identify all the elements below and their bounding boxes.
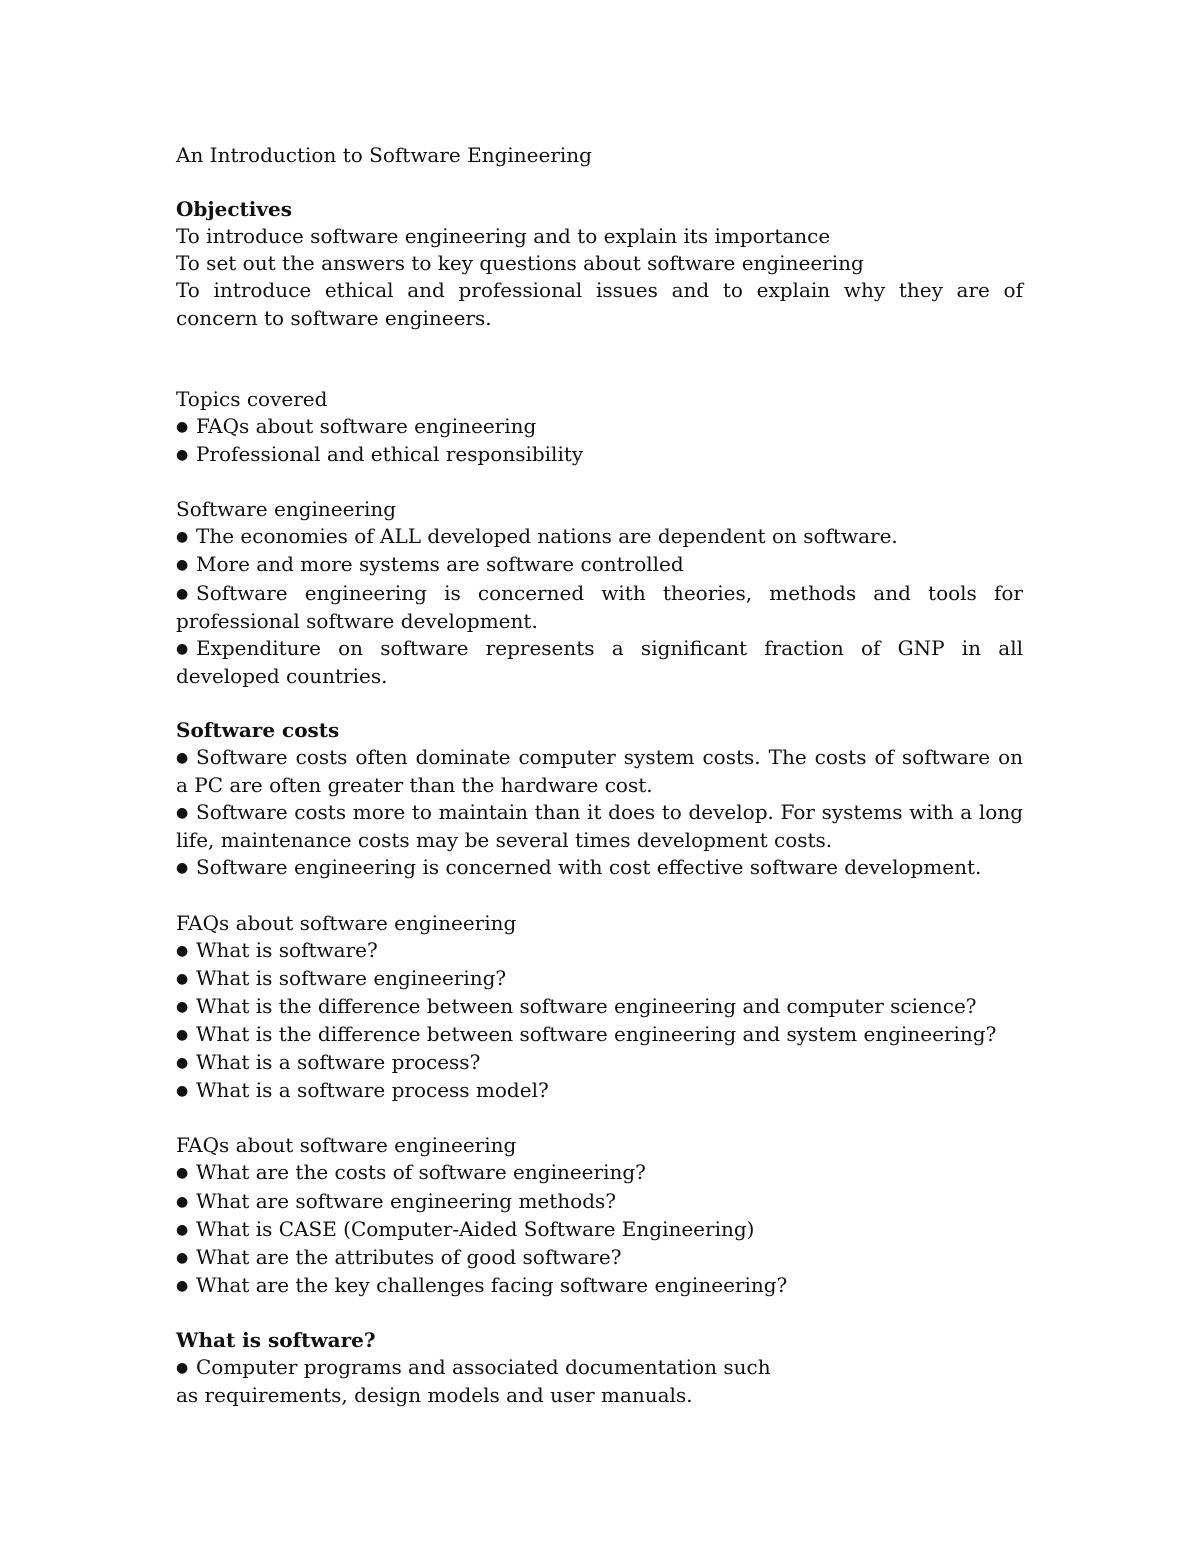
list-item [176,635,1023,690]
list-item-text: FAQs about software engineering [196,413,537,438]
bullet-icon: ● [176,750,189,767]
bullet-icon: ● [176,942,189,959]
bullet-icon: ● [176,1165,189,1182]
list-item-text: What is a software process? [196,1050,481,1075]
list-item [176,523,1023,551]
list-item-text: What is CASE (Computer-Aided Software Engineering) [196,1216,755,1241]
list-item [176,965,1023,993]
bullet-icon: ● [176,860,189,877]
list-item-text: Software costs more to maintain than it does to develop. For systems with a long life, maintenance costs may be several times development costs. [176,800,1023,853]
list-item [176,1159,1023,1187]
list-item [176,1188,1023,1216]
list-item [176,799,1023,854]
list-item-text: More and more systems are software controlled [196,552,684,577]
list-item [176,1021,1023,1049]
bullet-icon: ● [176,640,189,657]
faqs-heading: FAQs about software engineering [176,1133,517,1158]
list-item [176,551,1023,579]
objective-line: To set out the answers to key questions about software engineering [176,251,864,276]
bullet-icon: ● [176,1055,189,1072]
list-item-text: Computer programs and associated documentation such [196,1355,771,1380]
list-item [176,1272,1023,1300]
what-is-software-heading: What is software? [176,1328,376,1353]
bullet-icon: ● [176,1193,189,1210]
bullet-icon: ● [176,1027,189,1043]
list-item-continuation: as requirements, design models and user manuals. [176,1383,693,1408]
software-engineering-heading: Software engineering [176,497,397,522]
list-item-text: What is a software process model? [196,1078,549,1103]
list-item [176,1216,1023,1244]
list-item-text: What are the costs of software engineering? [196,1160,646,1185]
bullet-icon: ● [176,1277,189,1294]
list-item-text: What is the difference between software engineering and computer science? [196,993,977,1018]
bullet-icon: ● [176,418,189,435]
list-item [176,1354,1023,1382]
list-item [176,993,1023,1021]
list-item-text: Expenditure on software represents a significant fraction of GNP in all developed countries. [176,635,1023,688]
software-costs-heading: Software costs [176,717,340,742]
topics-heading: Topics covered [176,386,328,411]
list-item [176,937,1023,965]
document-page [176,142,1023,1409]
document-title: An Introduction to Software Engineering [176,143,592,167]
objective-line: To introduce software engineering and to explain its importance [176,224,831,249]
list-item-text: Software costs often dominate computer system costs. The costs of software on a PC are often greater than the hardware cost. [176,745,1023,798]
list-item [176,854,1023,882]
list-item [176,1244,1023,1272]
list-item [176,413,1023,441]
list-item-text: What are the attributes of good software? [196,1244,622,1269]
list-item-text: Professional and ethical responsibility [196,442,584,467]
list-item-text: What are the key challenges facing software engineering? [196,1272,788,1297]
list-item-text: The economies of ALL developed nations are dependent on software. [196,524,898,549]
objective-paragraph: To introduce ethical and professional issues and to explain why they are of concern to software engineers. [176,278,1023,330]
bullet-icon: ● [176,1083,189,1100]
list-item-text: Software engineering is concerned with theories, methods and tools for professional software development. [176,580,1023,633]
list-item [176,744,1023,799]
bullet-icon: ● [176,447,189,464]
list-item [176,1049,1023,1077]
faqs-heading: FAQs about software engineering [176,910,517,935]
list-item-text: What is software engineering? [196,965,507,990]
bullet-icon: ● [176,557,189,574]
list-item-text: What is software? [196,937,378,962]
list-item-text: What are software engineering methods? [196,1188,616,1213]
list-item [176,1077,1023,1105]
bullet-icon: ● [176,1249,189,1266]
bullet-icon: ● [176,805,189,822]
bullet-icon: ● [176,529,189,546]
list-item [176,441,1023,469]
objectives-heading: Objectives [176,197,292,222]
list-item-text: What is the difference between software engineering and system engineering? [196,1022,997,1046]
bullet-icon: ● [176,1360,189,1377]
bullet-icon: ● [176,970,189,987]
bullet-icon: ● [176,998,189,1015]
bullet-icon: ● [176,585,189,602]
list-item-text: Software engineering is concerned with cost effective software development. [196,855,982,880]
list-item [176,580,1023,635]
bullet-icon: ● [176,1221,189,1238]
